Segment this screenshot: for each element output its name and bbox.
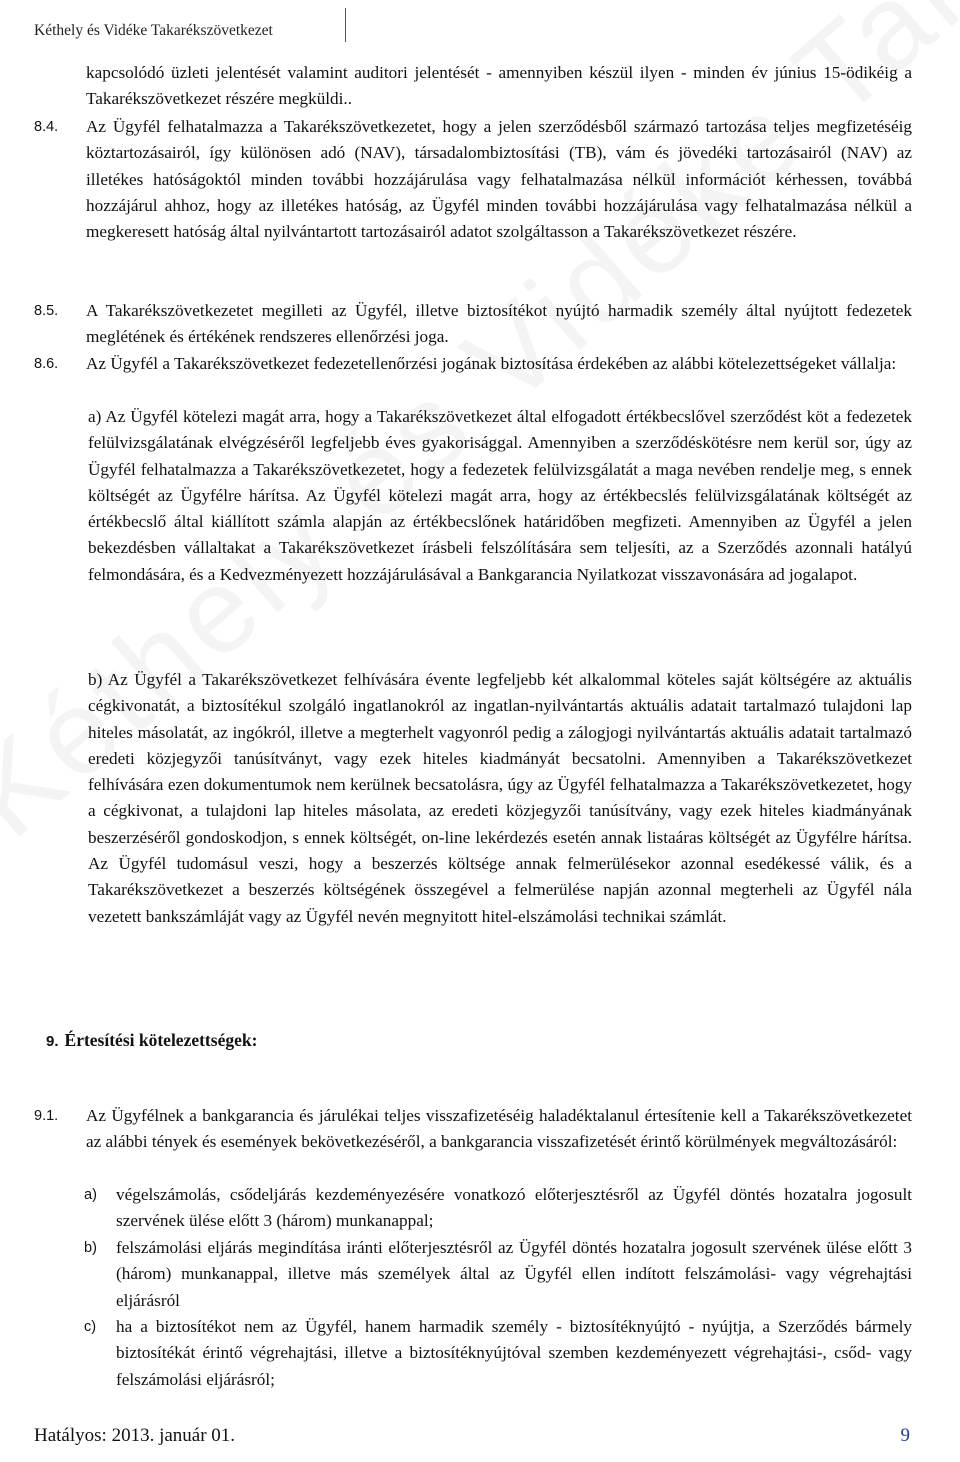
intro-continuation: kapcsolódó üzleti jelentését valamint auditori jelentését - amennyiben készül ilyen - minden év június 15-ödikéig a Takarékszövetkezet részére megküldi..	[86, 63, 912, 109]
section-8-6-b: b) Az Ügyfél a Takarékszövetkezet felhívására évente legfeljebb két alkalommal köteles saját költségére az aktuális cégkivonatát, a biztosítékul szolgáló ingatlanokról az ingatlan-nyilvántartás aktuális adatait tartalmazó tulajdoni lap hiteles másolatát, az ingókról, illetve a megterhelt vagyonról pedig a zálogjogi nyilvántartás aktuális adatait tartalmazó eredeti közjegyzői tanúsítványt, vagy ezek hiteles kiadmányát becsatolni. Amennyiben a Takarékszövetkezet felhívására ezen dokumentumok nem kerülnek becsatolásra, úgy az Ügyfél felhatalmazza a Takarékszövetkezetet, hogy a cégkivonat, a tulajdoni lap hiteles másolata, az eredeti közjegyzői tanúsítvány, vagy ezek hiteles kiadmányának beszerzéséről gondoskodjon, s ennek költségét, on-line lekérdezés esetén annak listaáras költségét az Ügyfélre hárítsa. Az Ügyfél tudomásul veszi, hogy a beszerzés költsége annak felmerülésekor azonnal esedékessé válik, és a Takarékszövetkezet a beszerzés költségének összegével a felmerülése napján azonnal megterheli az Ügyfél nála vezetett bankszámláját vagy az Ügyfél nevén megnyitott hitel-elszámolási technikai számlát.	[88, 670, 912, 926]
list-item-text: végelszámolás, csődeljárás kezdeményezésére vonatkozó előterjesztésről az Ügyfél döntés hozatalra jogosult szervének ülése előtt 3 (három) munkanappal;	[116, 1185, 912, 1231]
list-item-letter: c)	[84, 1319, 97, 1335]
footer-effective-date: Hatályos: 2013. január 01.	[34, 1425, 236, 1446]
list-item-letter: b)	[84, 1240, 97, 1256]
section-9-number: 9.	[46, 1033, 59, 1050]
section-8-5-text: A Takarékszövetkezetet megilleti az Ügyfél, illetve biztosítékot nyújtó harmadik személy által nyújtott fedezetek meglétének és értékének rendszeres ellenőrzési joga.	[86, 301, 912, 347]
list-item-letter: a)	[84, 1187, 97, 1203]
section-8-4-text: Az Ügyfél felhatalmazza a Takarékszövetkezetet, hogy a jelen szerződésből származó tartozása teljes megfizetéséig köztartozásairól, így különösen adó (NAV), társadalombiztosítási (TB), vám és jövedéki tartozásairól (NAV) az illetékes hatóságoktól minden további hozzájárulása vagy felhatalmazása nélkül információt kérhessen, továbbá hozzájárul ahhoz, hogy az illetékes hatóság, az Ügyfél minden további hozzájárulása vagy felhatalmazása nélkül a megkeresett hatóság által nyilvántartott tartozásairól adatot szolgáltasson a Takarékszövetkezet részére.	[86, 117, 912, 242]
list-item-text: felszámolási eljárás megindítása iránti előterjesztésről az Ügyfél döntés hozatalra jogosult szervének ülése előtt 3 (három) munkanappal, illetve más személyek által az Ügyfél ellen indított felszámolási- vagy végrehajtási eljárásról	[116, 1238, 912, 1310]
page-number: 9	[900, 1425, 910, 1446]
section-9-1-text: Az Ügyfélnek a bankgarancia és járulékai teljes visszafizetéséig haladéktalanul értesítenie kell a Takarékszövetkezetet az alábbi tények és események bekövetkezéséről, a bankgarancia visszafizetését érintő körülmények megváltozásáról:	[86, 1106, 912, 1152]
list-item-a	[84, 1182, 912, 1235]
section-number-8-4: 8.4.	[34, 119, 59, 135]
section-number-8-6: 8.6.	[34, 356, 59, 372]
section-8-6-a: a) Az Ügyfél kötelezi magát arra, hogy a Takarékszövetkezet által elfogadott értékbecslővel szerződést köt a fedezetek felülvizsgálatának elvégzéséről legfeljebb éves gyakorisággal. Amennyiben a szerződéskötésre nem kerül sor, úgy az Ügyfél felhatalmazza a Takarékszövetkezetet, hogy a fedezetek felülvizsgálatát a maga nevében rendelje meg, s ennek költségét az Ügyfélre hárítsa. Az Ügyfél kötelezi magát arra, hogy az értékbecslés felülvizsgálatának költségét az értékbecslő által kiállított számla alapján az értékbecslőnek határidőben megfizeti. Amennyiben az Ügyfél a jelen bekezdésben vállaltakat a Takarékszövetkezet írásbeli felszólítására sem teljesíti, az a Szerződés azonnali hatályú felmondására, és a Kedvezményezett hozzájárulásával a Bankgarancia Nyilatkozat visszavonására ad jogalapot.	[88, 407, 912, 584]
section-8-6-text: Az Ügyfél a Takarékszövetkezet fedezetellenőrzési jogának biztosítása érdekében az alábbi kötelezettségeket vállalja:	[86, 354, 897, 373]
page-header: Kéthely és Vidéke Takarékszövetkezet	[34, 22, 273, 39]
list-item-c	[84, 1314, 912, 1393]
list-item-text: ha a biztosítékot nem az Ügyfél, hanem harmadik személy - biztosítéknyújtó - nyújtja, a Szerződés bármely biztosítékát érintő végrehajtási, illetve a biztosítéknyújtóval szemben kezdeményezett végrehajtási-, csőd- vagy felszámolási eljárásról;	[116, 1317, 912, 1389]
section-9-title: Értesítési kötelezettségek:	[64, 1030, 258, 1050]
section-number-8-5: 8.5.	[34, 303, 59, 319]
list-item-b	[84, 1235, 912, 1314]
section-number-9-1: 9.1.	[34, 1108, 59, 1124]
section-9-heading	[46, 1030, 257, 1051]
header-divider	[345, 8, 346, 42]
